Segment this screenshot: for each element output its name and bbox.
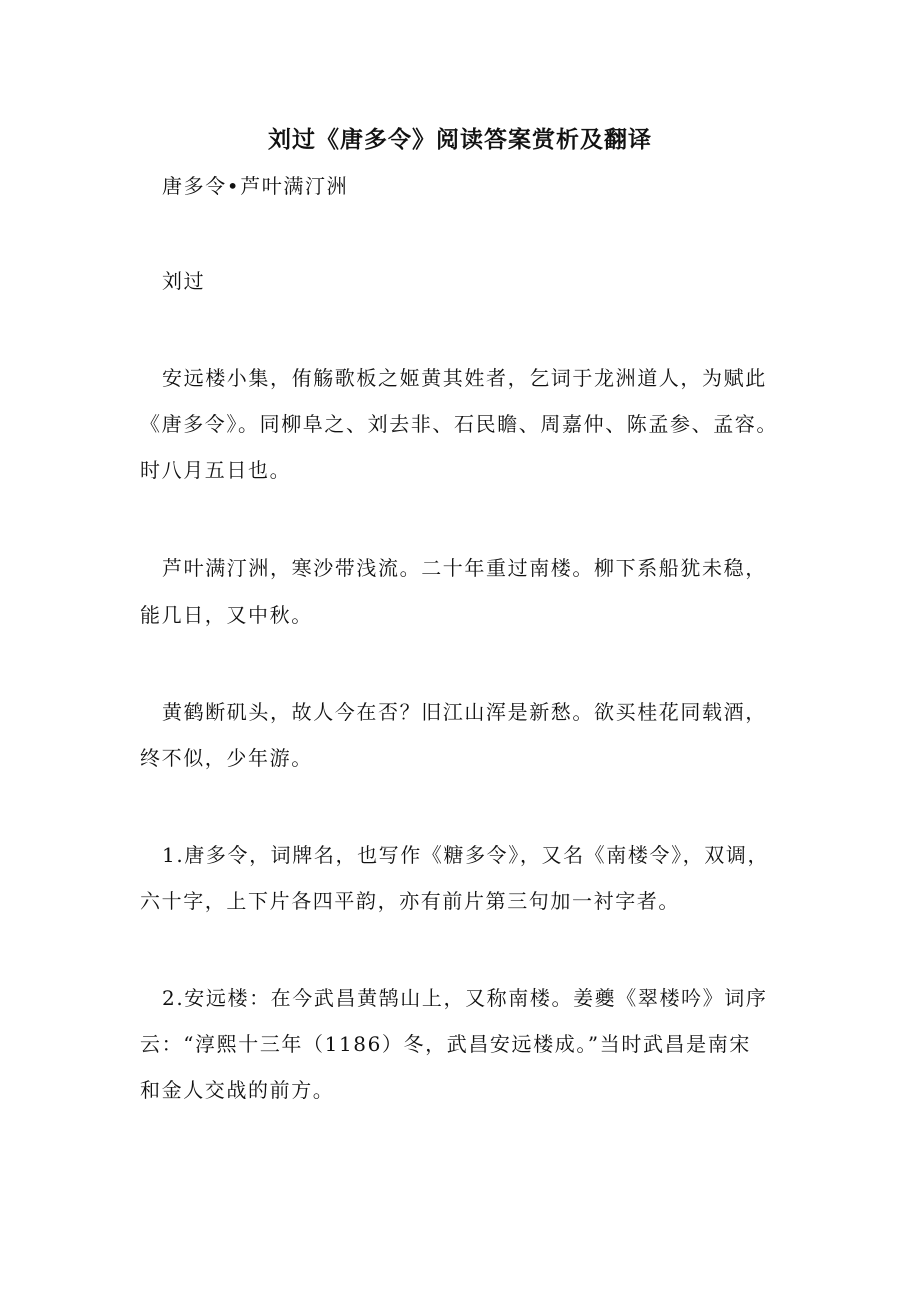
- document-title: 刘过《唐多令》阅读答案赏析及翻译: [268, 126, 652, 153]
- text-line: 1.唐多令，词牌名，也写作《糖多令》，又名《南楼令》，双调，: [162, 843, 770, 867]
- text-line: 芦叶满汀洲，寒沙带浅流。二十年重过南楼。柳下系船犹未稳，: [162, 556, 767, 580]
- text-line: 六十字，上下片各四平韵，亦有前片第三句加一衬字者。: [140, 889, 680, 913]
- text-line: 和金人交战的前方。: [140, 1078, 335, 1102]
- poem-subtitle: 唐多令•芦叶满汀洲: [162, 174, 349, 198]
- text-line: 能几日，又中秋。: [140, 603, 313, 627]
- text-line: 2.安远楼：在今武昌黄鹄山上，又称南楼。姜夔《翠楼吟》词序: [162, 986, 768, 1010]
- text-line: 《唐多令》。同柳阜之、刘去非、石民瞻、周嘉仲、陈孟参、孟容。: [140, 412, 778, 436]
- text-line: 安远楼小集，侑觞歌板之姬黄其姓者，乞词于龙洲道人，为赋此: [162, 366, 767, 390]
- text-line: 时八月五日也。: [140, 458, 292, 482]
- text-line: 终不似，少年游。: [140, 746, 313, 770]
- poem-author: 刘过: [162, 269, 206, 293]
- text-line: 黄鹤断矶头，故人今在否？旧江山浑是新愁。欲买桂花同载酒，: [162, 700, 767, 724]
- text-line: 云：“淳熙十三年（1186）冬，武昌安远楼成。”当时武昌是南宋: [140, 1032, 751, 1056]
